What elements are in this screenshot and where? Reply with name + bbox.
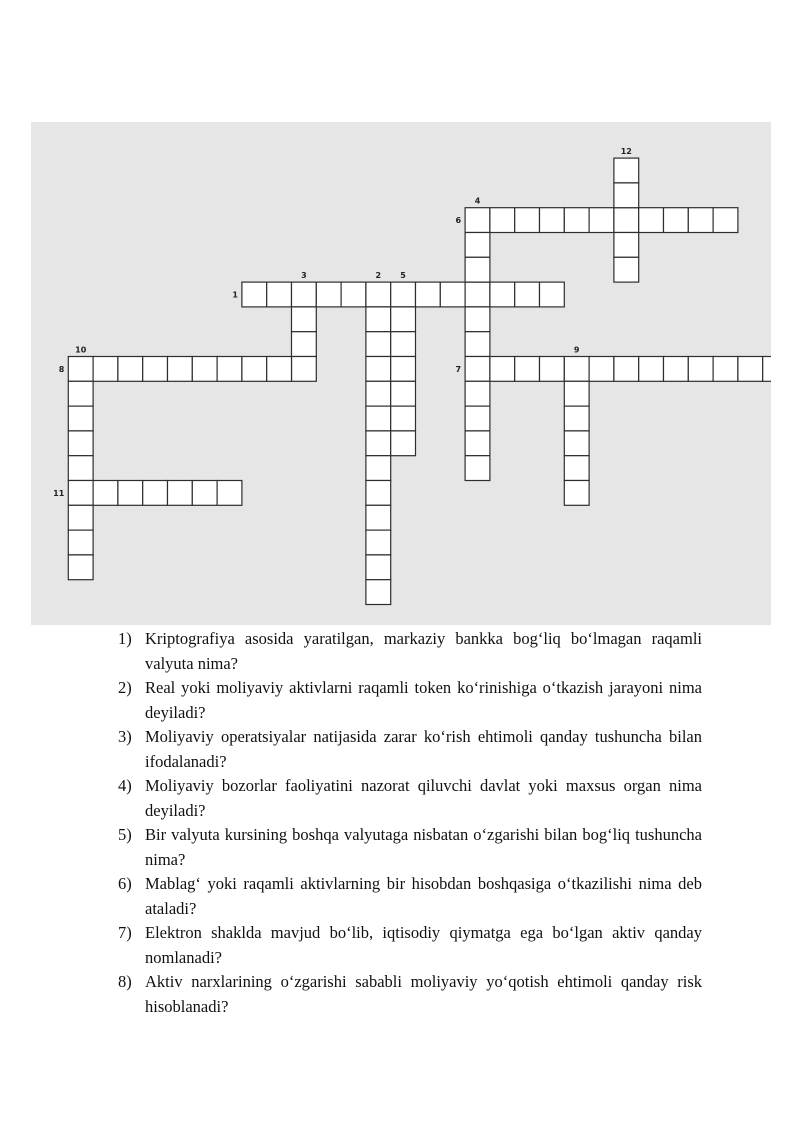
crossword-cell[interactable] xyxy=(68,505,93,530)
crossword-cell[interactable] xyxy=(192,481,217,506)
crossword-cell[interactable] xyxy=(564,431,589,456)
crossword-cell[interactable] xyxy=(515,282,540,307)
crossword-cell[interactable] xyxy=(242,282,267,307)
crossword-cell[interactable] xyxy=(143,357,168,382)
crossword-cell[interactable] xyxy=(217,481,242,506)
clue-number-label: 6 xyxy=(455,216,462,226)
crossword-cell[interactable] xyxy=(664,357,689,382)
clue-number-label: 2 xyxy=(375,271,382,281)
crossword-cell[interactable] xyxy=(391,332,416,357)
crossword-cell[interactable] xyxy=(490,208,515,233)
clue-number: 1) xyxy=(118,629,132,648)
clue-text: Moliyaviy operatsiyalar natijasida zarar ko‘rish ehtimoli qanday tushuncha bilan ifodalanadi? xyxy=(145,727,702,771)
crossword-cell[interactable] xyxy=(366,307,391,332)
crossword-cell[interactable] xyxy=(589,208,614,233)
crossword-cell[interactable] xyxy=(465,282,490,307)
crossword-grid-svg xyxy=(31,122,771,625)
crossword-cell[interactable] xyxy=(292,282,317,307)
crossword-grid xyxy=(31,122,771,625)
crossword-cell[interactable] xyxy=(465,332,490,357)
crossword-cell[interactable] xyxy=(465,307,490,332)
crossword-cell[interactable] xyxy=(316,282,341,307)
crossword-cell[interactable] xyxy=(614,158,639,183)
clue-number-label: 3 xyxy=(301,271,307,281)
crossword-cell[interactable] xyxy=(639,208,664,233)
crossword-cell[interactable] xyxy=(465,406,490,431)
crossword-cell[interactable] xyxy=(540,357,565,382)
crossword-cell[interactable] xyxy=(614,257,639,282)
crossword-cell[interactable] xyxy=(366,332,391,357)
clue-number: 2) xyxy=(118,678,132,697)
crossword-cell[interactable] xyxy=(366,481,391,506)
crossword-cell[interactable] xyxy=(465,257,490,282)
clue-number: 4) xyxy=(118,776,132,795)
crossword-cell[interactable] xyxy=(366,555,391,580)
crossword-cell[interactable] xyxy=(391,381,416,406)
clue-number-label: 9 xyxy=(573,345,580,355)
clue-item xyxy=(118,725,702,774)
crossword-cell[interactable] xyxy=(68,431,93,456)
crossword-cell[interactable] xyxy=(292,332,317,357)
clue-list xyxy=(118,627,702,1019)
crossword-cell[interactable] xyxy=(68,456,93,481)
crossword-cell[interactable] xyxy=(440,282,465,307)
clue-item xyxy=(118,970,702,1019)
crossword-cell[interactable] xyxy=(267,282,292,307)
crossword-cell[interactable] xyxy=(391,357,416,382)
crossword-cell[interactable] xyxy=(564,406,589,431)
crossword-cell[interactable] xyxy=(515,357,540,382)
crossword-cell[interactable] xyxy=(763,357,771,382)
clue-item xyxy=(118,627,702,676)
clue-item xyxy=(118,823,702,872)
clue-text: Real yoki moliyaviy aktivlarni raqamli token ko‘rinishiga o‘tkazish jarayoni nima deyiladi? xyxy=(145,678,702,722)
clue-number-label: 1 xyxy=(232,290,238,300)
crossword-cell[interactable] xyxy=(143,481,168,506)
crossword-cell[interactable] xyxy=(341,282,366,307)
crossword-cell[interactable] xyxy=(366,381,391,406)
crossword-cell[interactable] xyxy=(465,381,490,406)
crossword-cell[interactable] xyxy=(664,208,689,233)
clue-number-label: 7 xyxy=(455,364,462,374)
crossword-cell[interactable] xyxy=(242,357,267,382)
crossword-cell[interactable] xyxy=(540,282,565,307)
crossword-cell[interactable] xyxy=(465,233,490,258)
crossword-cell[interactable] xyxy=(292,357,317,382)
crossword-cell[interactable] xyxy=(118,357,143,382)
crossword-cell[interactable] xyxy=(465,208,490,233)
crossword-cell[interactable] xyxy=(564,357,589,382)
crossword-cell[interactable] xyxy=(168,481,193,506)
crossword-cell[interactable] xyxy=(118,481,143,506)
crossword-cell[interactable] xyxy=(292,307,317,332)
clue-number-label: 10 xyxy=(75,345,87,355)
crossword-cell[interactable] xyxy=(589,357,614,382)
crossword-cell[interactable] xyxy=(614,208,639,233)
crossword-cell[interactable] xyxy=(366,406,391,431)
crossword-cell[interactable] xyxy=(713,208,738,233)
clue-number: 8) xyxy=(118,972,132,991)
crossword-cell[interactable] xyxy=(465,357,490,382)
crossword-cell[interactable] xyxy=(391,282,416,307)
crossword-cell[interactable] xyxy=(168,357,193,382)
clue-number-label: 11 xyxy=(53,488,65,498)
crossword-cell[interactable] xyxy=(217,357,242,382)
clue-number: 6) xyxy=(118,874,132,893)
clue-number: 3) xyxy=(118,727,132,746)
crossword-cell[interactable] xyxy=(366,580,391,605)
crossword-cell[interactable] xyxy=(639,357,664,382)
clue-number-label: 5 xyxy=(400,271,406,281)
crossword-cell[interactable] xyxy=(366,357,391,382)
crossword-cell[interactable] xyxy=(614,183,639,208)
clue-number-label: 8 xyxy=(58,364,65,374)
clue-text: Bir valyuta kursining boshqa valyutaga nisbatan o‘zgarishi bilan bog‘liq tushuncha nima? xyxy=(145,825,702,869)
crossword-cell[interactable] xyxy=(713,357,738,382)
crossword-cell[interactable] xyxy=(68,530,93,555)
clue-item xyxy=(118,921,702,970)
crossword-cell[interactable] xyxy=(564,208,589,233)
crossword-cell[interactable] xyxy=(366,456,391,481)
crossword-cell[interactable] xyxy=(688,357,713,382)
clue-text: Aktiv narxlarining o‘zgarishi sababli moliyaviy yo‘qotish ehtimoli qanday risk hisoblanadi? xyxy=(145,972,702,1016)
clue-number-label: 12 xyxy=(620,147,632,157)
crossword-cell[interactable] xyxy=(490,282,515,307)
crossword-cell[interactable] xyxy=(366,282,391,307)
crossword-cell[interactable] xyxy=(391,307,416,332)
crossword-cell[interactable] xyxy=(564,381,589,406)
clue-item xyxy=(118,676,702,725)
clue-number: 7) xyxy=(118,923,132,942)
crossword-cell[interactable] xyxy=(490,357,515,382)
crossword-cell[interactable] xyxy=(614,357,639,382)
crossword-cell[interactable] xyxy=(391,406,416,431)
crossword-cell[interactable] xyxy=(614,233,639,258)
clue-text: Kriptografiya asosida yaratilgan, markaziy bankka bog‘liq bo‘lmagan raqamli valyuta nima? xyxy=(145,629,702,673)
crossword-cell[interactable] xyxy=(738,357,763,382)
crossword-cell[interactable] xyxy=(68,381,93,406)
crossword-cell[interactable] xyxy=(192,357,217,382)
crossword-cell[interactable] xyxy=(688,208,713,233)
clue-text: Moliyaviy bozorlar faoliyatini nazorat qiluvchi davlat yoki maxsus organ nima deyiladi? xyxy=(145,776,702,820)
crossword-cell[interactable] xyxy=(93,481,118,506)
crossword-cell[interactable] xyxy=(366,530,391,555)
crossword-cell[interactable] xyxy=(68,555,93,580)
crossword-cell[interactable] xyxy=(366,505,391,530)
crossword-cell[interactable] xyxy=(391,431,416,456)
crossword-cell[interactable] xyxy=(416,282,441,307)
crossword-cell[interactable] xyxy=(68,481,93,506)
crossword-cell[interactable] xyxy=(515,208,540,233)
clue-item xyxy=(118,872,702,921)
clue-text: Elektron shaklda mavjud bo‘lib, iqtisodiy qiymatga ega bo‘lgan aktiv qanday nomlanadi? xyxy=(145,923,702,967)
clue-text: Mablag‘ yoki raqamli aktivlarning bir hisobdan boshqasiga o‘tkazilishi nima deb ataladi? xyxy=(145,874,702,918)
clue-number: 5) xyxy=(118,825,132,844)
crossword-cell[interactable] xyxy=(68,406,93,431)
clue-number-label: 4 xyxy=(474,196,481,206)
crossword-cell[interactable] xyxy=(267,357,292,382)
crossword-cell[interactable] xyxy=(564,481,589,506)
crossword-cell[interactable] xyxy=(68,357,93,382)
clue-item xyxy=(118,774,702,823)
crossword-cell[interactable] xyxy=(465,431,490,456)
crossword-cell[interactable] xyxy=(366,431,391,456)
crossword-cell[interactable] xyxy=(540,208,565,233)
crossword-cell[interactable] xyxy=(465,456,490,481)
crossword-cell[interactable] xyxy=(564,456,589,481)
crossword-cell[interactable] xyxy=(93,357,118,382)
